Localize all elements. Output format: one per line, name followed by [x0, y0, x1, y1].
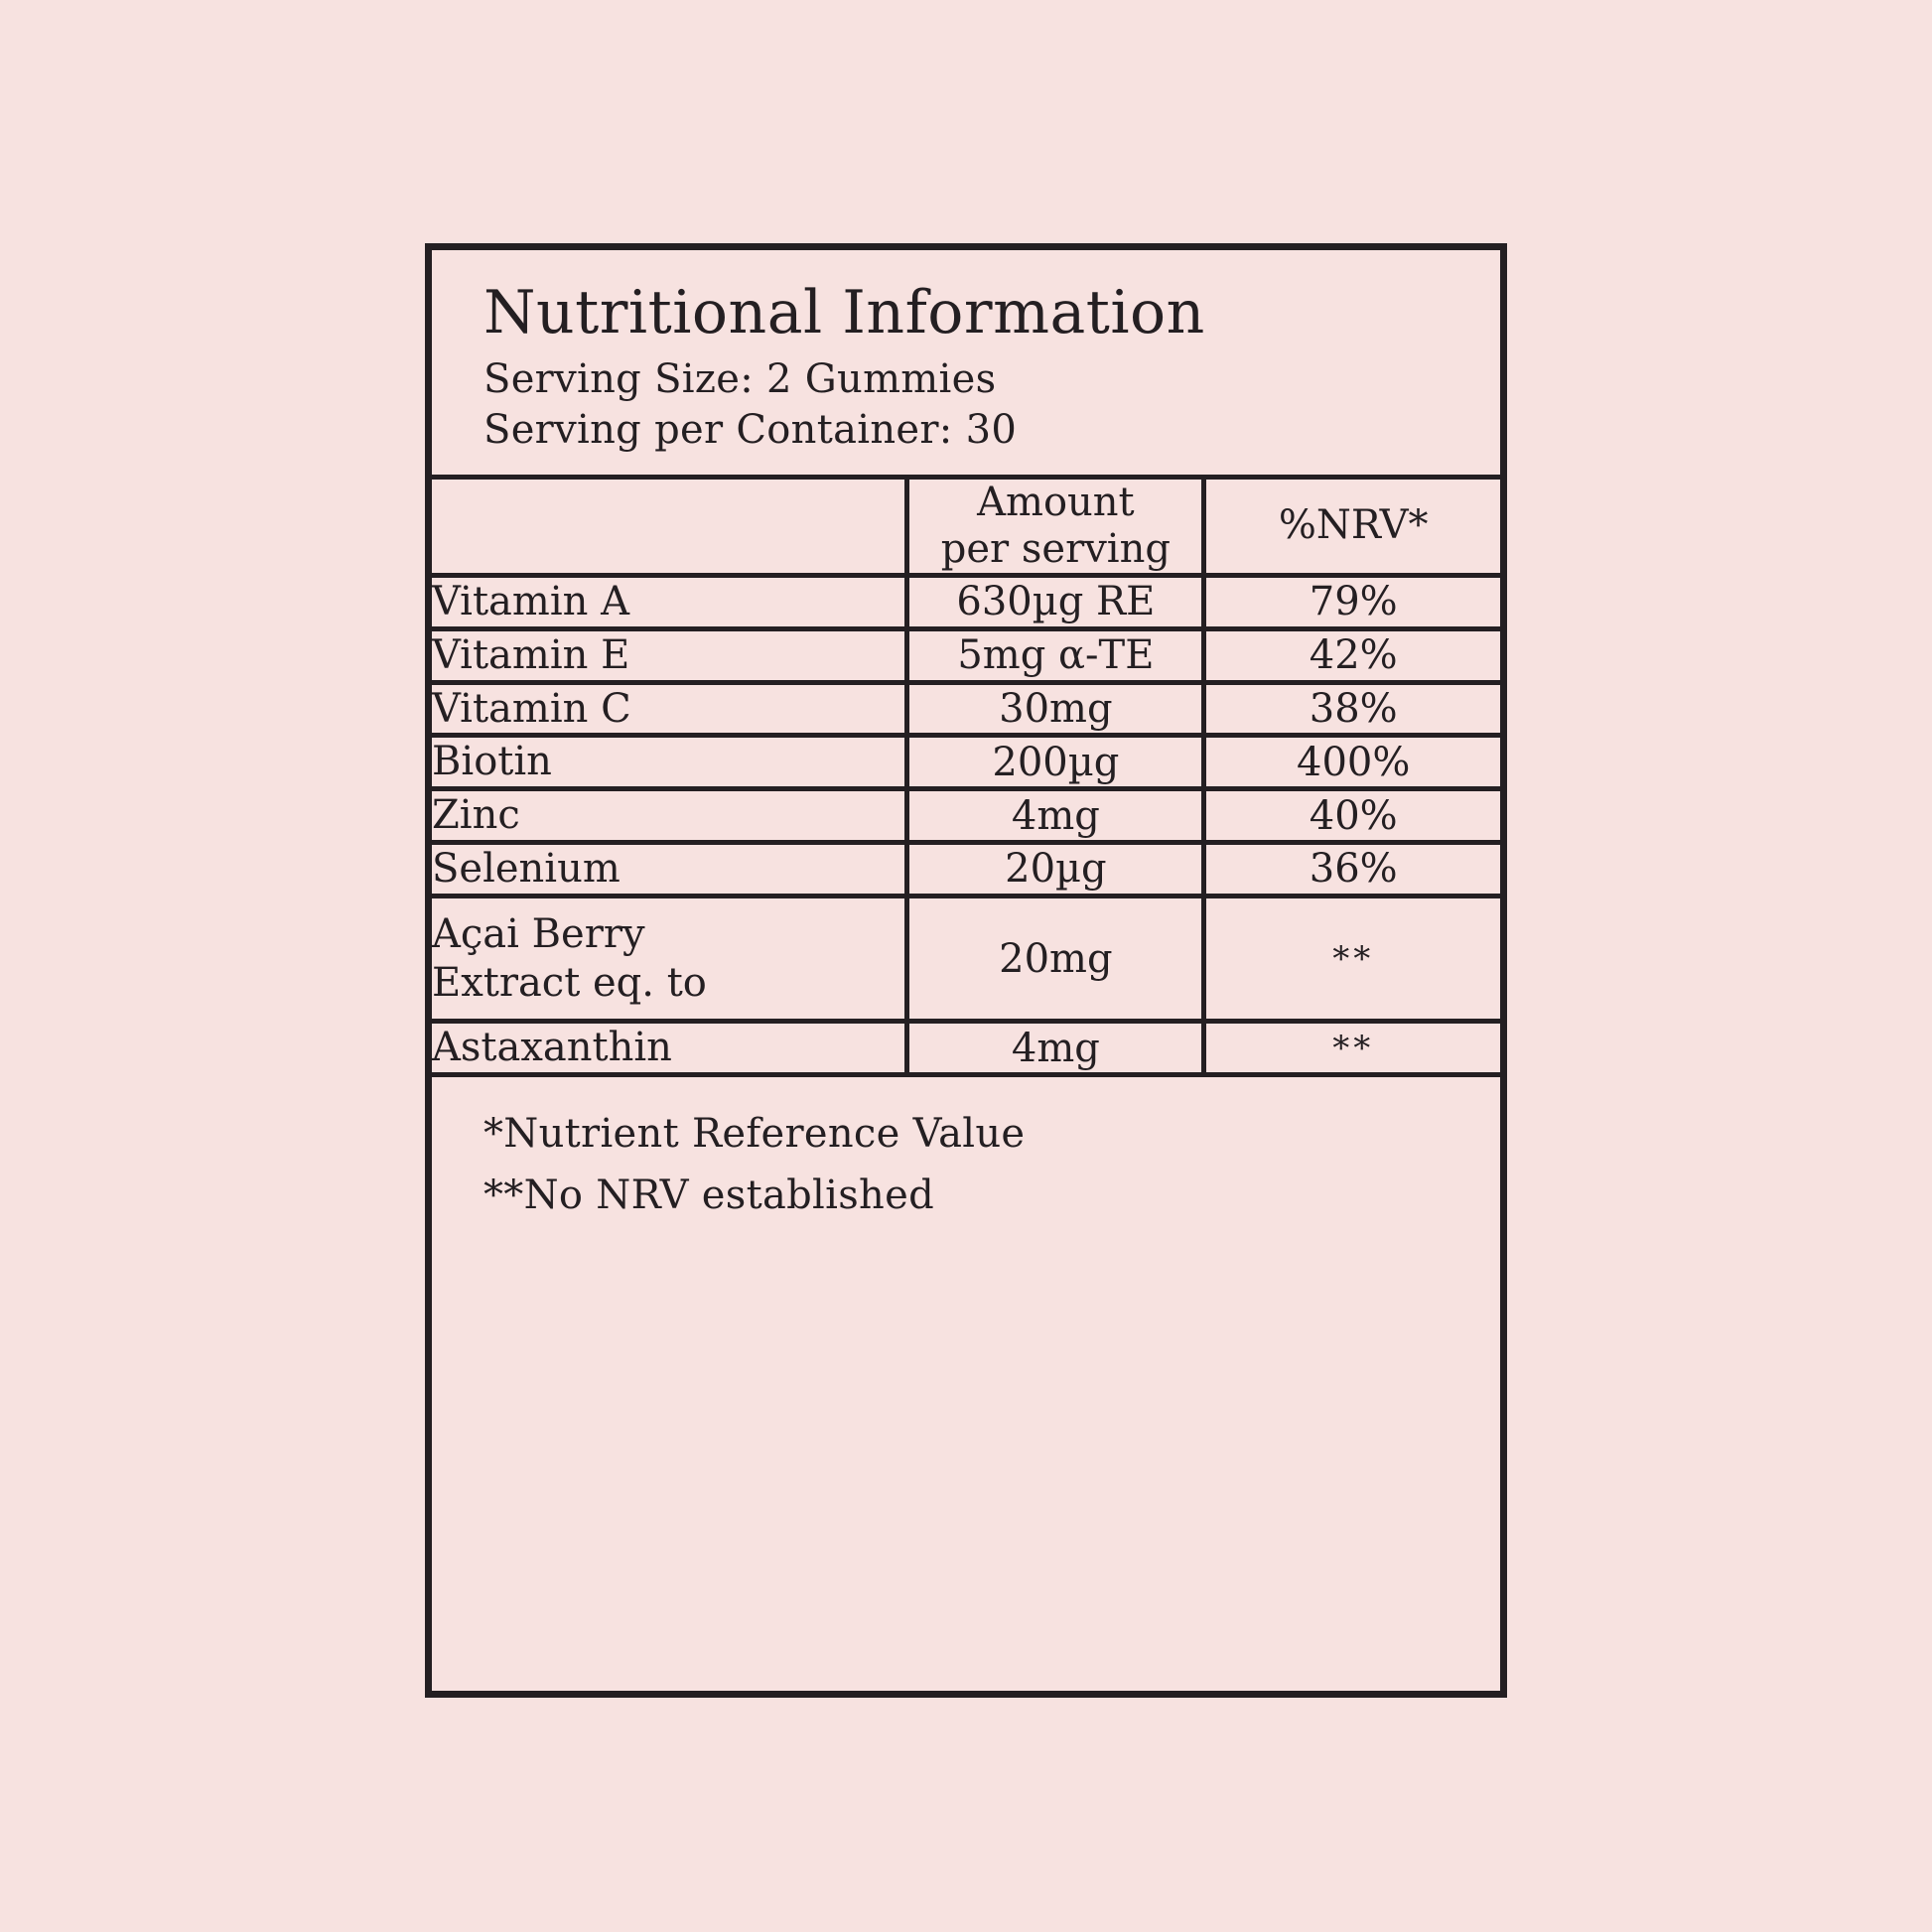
column-header-amount-line2: per serving [940, 525, 1171, 572]
page-title: Nutritional Information [483, 278, 1205, 347]
nutrient-amount: 30mg [907, 682, 1204, 736]
nutrient-name [432, 896, 907, 1022]
footnotes-block [432, 1072, 1500, 1691]
nutrient-nrv: ** [1204, 896, 1500, 1022]
nutrient-nrv: 400% [1204, 736, 1500, 789]
nutrient-name: Biotin [432, 736, 907, 789]
table-row [432, 1022, 1500, 1072]
column-header-amount-line1: Amount [977, 479, 1135, 525]
column-header-nutrient [432, 477, 907, 575]
table-row [432, 896, 1500, 1022]
nutrient-nrv: 36% [1204, 842, 1500, 896]
column-header-amount [907, 477, 1204, 575]
nutrient-name: Vitamin C [432, 682, 907, 736]
table-row [432, 575, 1500, 628]
nutrient-amount: 630µg RE [907, 575, 1204, 628]
nutrient-amount: 20mg [907, 896, 1204, 1022]
nutrient-amount: 20µg [907, 842, 1204, 896]
nutrient-amount: 4mg [907, 1022, 1204, 1072]
nutrient-name: Astaxanthin [432, 1022, 907, 1072]
nutrient-name-line1: Açai Berry [432, 910, 645, 957]
table-row [432, 842, 1500, 896]
nutrient-nrv: 38% [1204, 682, 1500, 736]
table-header-row [432, 477, 1500, 575]
nutrient-nrv: 79% [1204, 575, 1500, 628]
nutrition-panel [425, 243, 1507, 1698]
nutrient-nrv: 40% [1204, 789, 1500, 843]
table-row [432, 628, 1500, 682]
nutrient-amount: 5mg α-TE [907, 628, 1204, 682]
footnote-no-nrv: **No NRV established [483, 1173, 934, 1219]
table-row [432, 736, 1500, 789]
nutrient-name: Vitamin E [432, 628, 907, 682]
nutrient-amount: 200µg [907, 736, 1204, 789]
nutrition-table [432, 475, 1500, 1073]
nutrient-name: Selenium [432, 842, 907, 896]
nutrient-nrv: 42% [1204, 628, 1500, 682]
table-row [432, 789, 1500, 843]
nutrient-name-line2: Extract eq. to [432, 959, 707, 1006]
nutrient-name: Vitamin A [432, 575, 907, 628]
nutrient-amount: 4mg [907, 789, 1204, 843]
footnote-nrv: *Nutrient Reference Value [483, 1111, 1026, 1158]
label-header [432, 250, 1500, 475]
serving-size-text: Serving Size: 2 Gummies [483, 356, 997, 403]
nutrient-nrv: ** [1204, 1022, 1500, 1072]
table-row [432, 682, 1500, 736]
column-header-nrv: %NRV* [1204, 477, 1500, 575]
servings-per-container-text: Serving per Container: 30 [483, 407, 1018, 454]
nutrient-name: Zinc [432, 789, 907, 843]
